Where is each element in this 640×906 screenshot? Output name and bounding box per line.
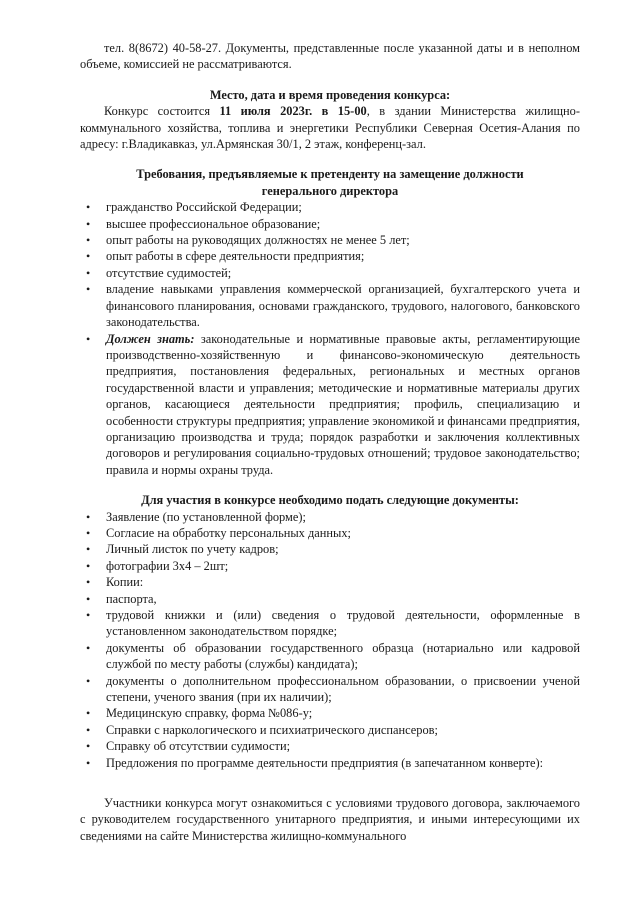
bullet-icon: • [86,640,91,655]
list-item-text: Копии: [106,575,144,590]
bullet-icon: • [86,575,91,590]
list-item-text: Предложения по программе деятельности предприятия (в запечатанном конверте): [106,755,544,770]
list-item-text: опыт работы на руководящих должностях не менее 5 лет; [106,233,410,248]
place-section [80,87,580,153]
list-item-text: опыт работы в сфере деятельности предприятия; [106,249,365,264]
list-item [80,673,580,706]
list-item-text: Медицинскую справку, форма №086-у; [106,706,313,721]
list-item-text: документы об образовании государственного образца (нотариально или кадровой службой по месту работы (службы) кандидата); [106,640,580,672]
bullet-icon: • [86,216,91,231]
documents-list [80,509,580,772]
list-item [80,248,580,264]
bullet-icon: • [86,558,91,573]
must-know-text: законодательные и нормативные правовые акты, регламентирующие производственно-хозяйственную и финансово-экономическую деятельность предприятия, постановления федеральных, региональных и местных органов государственной власти и управления; методические и нормативные материалы других органов, касающиеся деятельности предприятия; профиль, специализацию и особенности структуры предприятия; управление экономикой и финансами предприятия, организацию производства и труда; порядок разработки и заключения коллективных договоров и регулирования социально-трудовых отношений; трудовое законодательство; правила и нормы охраны труда. [106,331,581,477]
list-item [80,558,580,574]
list-item-text: Согласие на обработку персональных данных; [106,525,352,540]
requirements-section [80,166,580,478]
list-item [80,525,580,541]
intro-paragraph: тел. 8(8672) 40-58-27. Документы, представленные после указанной даты и в неполном объеме, комиссией не рассматриваются. [80,41,580,72]
list-item [80,232,580,248]
list-item-text: владение навыками управления коммерческой организацией, бухгалтерского учета и финансового планирования, основами гражданского, трудового, налогового, банковского законодательства. [106,282,580,330]
bullet-icon: • [86,509,91,524]
place-paragraph [80,103,580,152]
bullet-icon: • [86,331,91,346]
documents-heading: Для участия в конкурсе необходимо подать следующие документы: [141,493,519,508]
list-item-text: документы о дополнительном профессиональном образовании, о присвоении ученой степени, ученого звания (при их наличии); [106,673,580,705]
list-item-text: отсутствие судимостей; [106,265,232,280]
list-item-text: Личный листок по учету кадров; [106,542,279,557]
list-item [80,722,580,738]
list-item-text: фотографии 3х4 – 2шт; [106,558,229,573]
bullet-icon: • [86,591,91,606]
bullet-icon: • [86,608,91,622]
bullet-icon: • [86,739,91,754]
list-item [80,738,580,754]
list-item [80,216,580,232]
bullet-icon: • [86,282,91,297]
place-heading: Место, дата и время проведения конкурса: [209,87,451,102]
bullet-icon: • [86,722,91,737]
closing-paragraph: Участники конкурса могут ознакомиться с условиями трудового договора, заключаемого с руководителем государственного унитарного предприятия, и иными интересующими их сведениями на сайте Министерства жилищно-коммунального [80,796,580,843]
list-item [80,265,580,281]
list-item [80,755,580,771]
place-text-after: , в здании Министерства жилищно-коммунального хозяйства, топлива и энергетики Республики Северная Осетия-Алания по адресу: г.Владикавказ, ул.Армянская 30/1, 2 этаж, конференц-зал. [80,104,581,152]
bullet-icon: • [86,200,91,215]
requirements-list [80,199,580,478]
bullet-icon: • [86,265,91,280]
documents-section [80,492,580,771]
place-text-before: Конкурс состоится [104,104,220,119]
requirements-heading: Требования, предъявляемые к претенденту на замещение должности генерального директора [136,167,524,198]
list-item-text: Справки с наркологического и психиатрического диспансеров; [106,722,438,737]
list-item [80,199,580,215]
bullet-icon: • [86,233,91,248]
bullet-icon: • [86,249,91,264]
list-item-text: трудовой книжки и (или) сведения о трудовой деятельности, оформленные в установленном законодательством порядке; [106,608,580,639]
list-item [80,574,580,590]
bullet-icon: • [86,673,91,688]
bullet-icon: • [86,706,91,721]
list-item-text: гражданство Российской Федерации; [106,200,302,215]
list-item-text: высшее профессиональное образование; [106,216,321,231]
list-item-text: паспорта, [106,591,157,606]
list-item-must-know [80,331,580,479]
must-know-label: Должен знать: [106,331,195,346]
place-date: 11 июля 2023г. в 15-00 [219,104,367,119]
list-item-text: Справку об отсутствии судимости; [106,739,291,754]
bullet-icon: • [86,755,91,770]
list-item [80,591,580,607]
list-item [80,541,580,557]
list-item-text: Заявление (по установленной форме); [106,509,306,524]
bullet-icon: • [86,525,91,540]
bullet-icon: • [86,542,91,557]
list-item [80,640,580,673]
list-item [80,509,580,525]
list-item [80,705,580,721]
list-item [80,281,580,330]
list-item [80,607,580,640]
